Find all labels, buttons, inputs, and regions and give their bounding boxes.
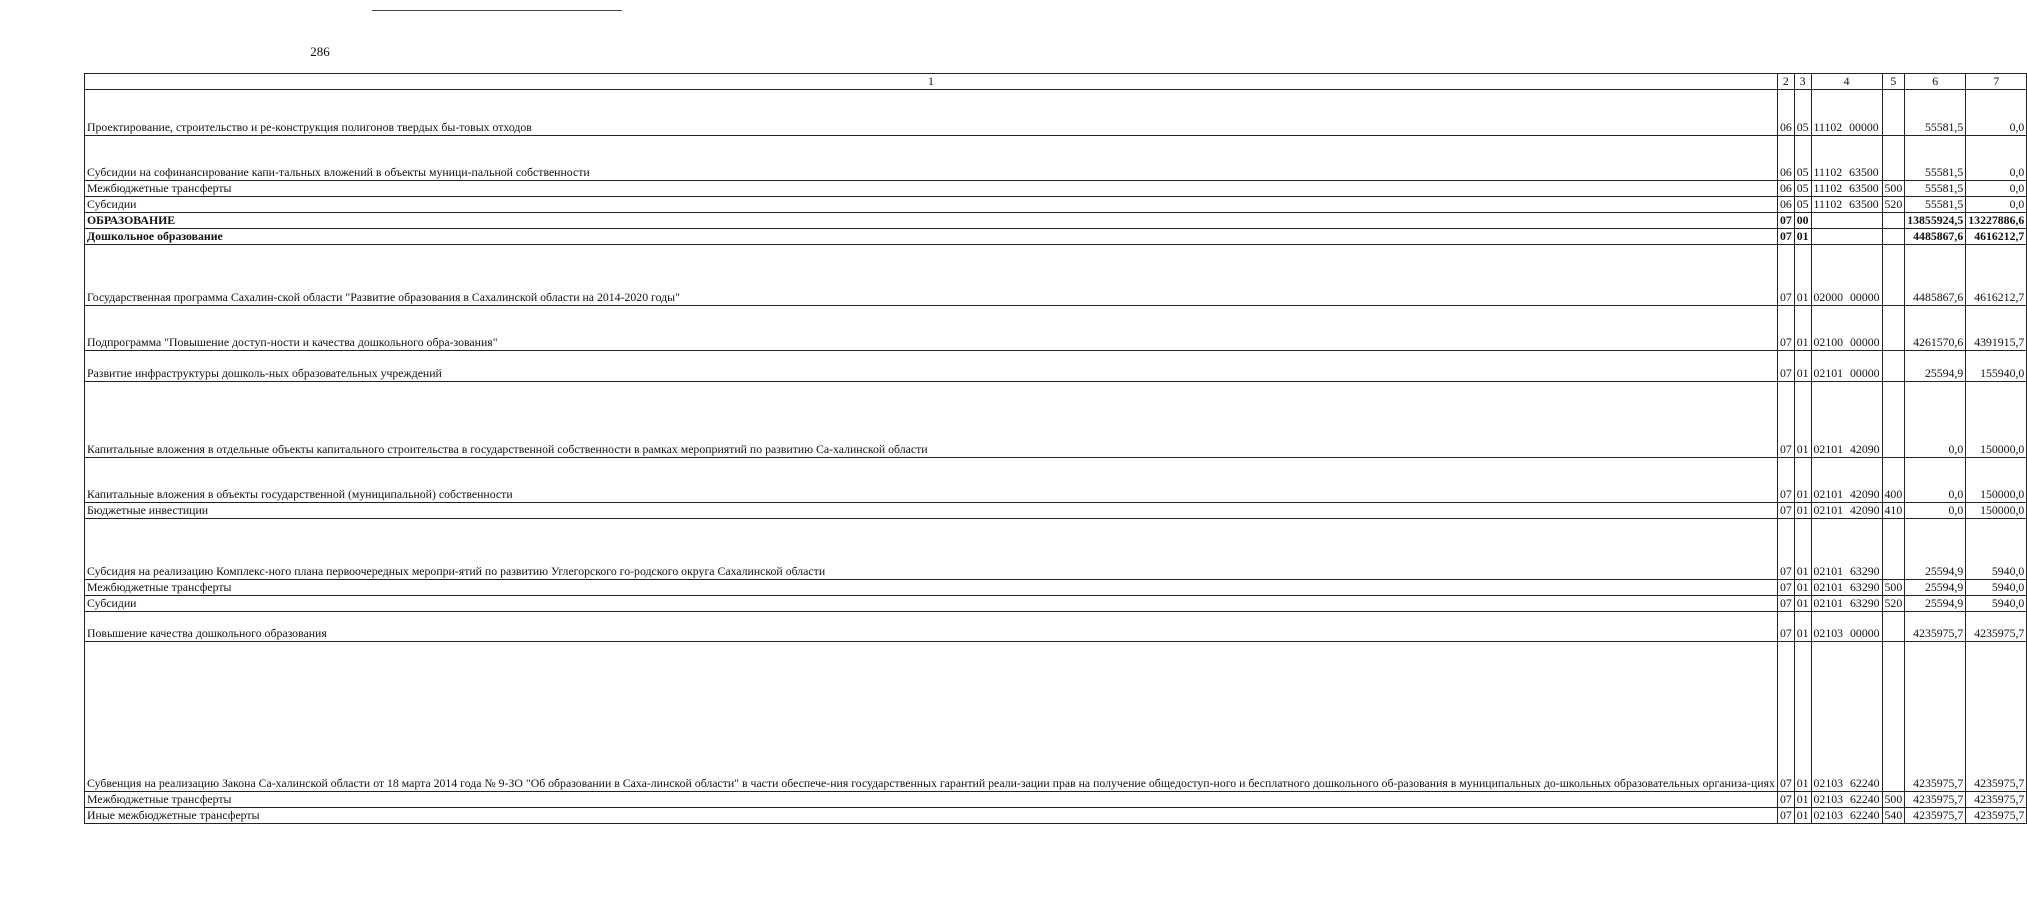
table-row — [85, 382, 2027, 458]
direction-code: 00000 — [1850, 289, 1880, 304]
target-article — [1811, 595, 1882, 611]
row-name: Повышение качества дошкольного образования — [85, 611, 1778, 642]
program-code: 02000 — [1813, 289, 1844, 304]
expense-type — [1882, 351, 1905, 382]
direction-code: 42090 — [1850, 503, 1880, 518]
section-code: 07 — [1777, 611, 1794, 642]
row-name: Дошкольное образование — [85, 229, 1778, 245]
subsection-code: 01 — [1794, 305, 1811, 351]
row-name: Капитальные вложения в объекты государственной (муниципальной) собственности — [85, 457, 1778, 503]
budget-table — [84, 73, 2027, 824]
amount-col7: 5940,0 — [1966, 519, 2027, 580]
amount-col7: 150000,0 — [1966, 503, 2027, 519]
table-row — [85, 792, 2027, 808]
target-article — [1811, 519, 1882, 580]
subsection-code: 00 — [1794, 213, 1811, 229]
direction-code: 63500 — [1849, 181, 1879, 196]
row-name: Субсидии — [85, 197, 1778, 213]
target-article — [1811, 213, 1882, 229]
direction-code: 63290 — [1850, 595, 1880, 610]
table-row — [85, 181, 2027, 197]
row-name: Субсидии на софинансирование капи-тальных вложений в объекты муници-пальной собственности — [85, 135, 1778, 181]
row-name: ОБРАЗОВАНИЕ — [85, 213, 1778, 229]
target-article — [1811, 351, 1882, 382]
direction-code: 62240 — [1850, 776, 1880, 791]
subsection-code: 01 — [1794, 579, 1811, 595]
amount-col7: 0,0 — [1966, 181, 2027, 197]
target-article — [1811, 90, 1882, 136]
amount-col6: 55581,5 — [1905, 90, 1966, 136]
header-row — [85, 74, 2027, 90]
subsection-code: 05 — [1794, 135, 1811, 181]
amount-col6: 4261570,6 — [1905, 305, 1966, 351]
program-code: 02101 — [1813, 503, 1844, 518]
amount-col6: 55581,5 — [1905, 181, 1966, 197]
amount-col7: 0,0 — [1966, 135, 2027, 181]
section-code: 07 — [1777, 808, 1794, 824]
subsection-code: 01 — [1794, 229, 1811, 245]
table-row — [85, 135, 2027, 181]
column-header: 1 — [85, 74, 1778, 90]
row-name: Межбюджетные трансферты — [85, 181, 1778, 197]
section-code: 07 — [1777, 351, 1794, 382]
program-code: 02101 — [1813, 441, 1844, 456]
target-article — [1811, 181, 1882, 197]
direction-code: 63500 — [1849, 165, 1879, 180]
section-code: 07 — [1777, 642, 1794, 792]
subsection-code: 01 — [1794, 808, 1811, 824]
section-code: 07 — [1777, 382, 1794, 458]
program-code: 11102 — [1813, 197, 1843, 212]
expense-type — [1882, 642, 1905, 792]
expense-type — [1882, 382, 1905, 458]
subsection-code: 01 — [1794, 595, 1811, 611]
direction-code: 42090 — [1850, 487, 1880, 502]
direction-code: 63290 — [1850, 579, 1880, 594]
target-article — [1811, 305, 1882, 351]
subsection-code: 01 — [1794, 503, 1811, 519]
row-name: Субвенция на реализацию Закона Са-халинской области от 18 марта 2014 года № 9-ЗО "Об образовании в Саха-линской области" в части обеспече-ния государственных гарантий реали-зации прав на получение общедоступ-ного и бесплатного дошкольного об-разования в муниципальных до-школьных образовательных организа-циях — [85, 642, 1778, 792]
row-name: Развитие инфраструктуры дошколь-ных образовательных учреждений — [85, 351, 1778, 382]
direction-code: 00000 — [1850, 366, 1880, 381]
expense-type — [1882, 90, 1905, 136]
target-article — [1811, 197, 1882, 213]
section-code: 06 — [1777, 135, 1794, 181]
amount-col7: 155940,0 — [1966, 351, 2027, 382]
table-row — [85, 305, 2027, 351]
direction-code: 00000 — [1850, 626, 1880, 641]
program-code: 11102 — [1813, 181, 1843, 196]
page-number: 286 — [310, 44, 330, 59]
row-name: Субсидия на реализацию Комплекс-ного плана первоочередных меропри-ятий по развитию Углегорского го-родского округа Сахалинской области — [85, 519, 1778, 580]
program-code: 02103 — [1813, 626, 1844, 641]
column-header: 2 — [1777, 74, 1794, 90]
table-row — [85, 519, 2027, 580]
section-code: 06 — [1777, 181, 1794, 197]
direction-code: 62240 — [1850, 792, 1880, 807]
program-code: 02103 — [1813, 792, 1844, 807]
direction-code: 62240 — [1850, 808, 1880, 823]
expense-type — [1882, 135, 1905, 181]
table-row — [85, 611, 2027, 642]
section-code: 07 — [1777, 213, 1794, 229]
amount-col6: 4235975,7 — [1905, 642, 1966, 792]
expense-type: 500 — [1882, 181, 1905, 197]
subsection-code: 01 — [1794, 792, 1811, 808]
section-code: 07 — [1777, 229, 1794, 245]
section-code: 07 — [1777, 305, 1794, 351]
section-code: 07 — [1777, 792, 1794, 808]
row-name: Иные межбюджетные трансферты — [85, 808, 1778, 824]
program-code: 02101 — [1813, 579, 1844, 594]
target-article — [1811, 808, 1882, 824]
direction-code: 00000 — [1849, 119, 1879, 134]
subsection-code: 01 — [1794, 457, 1811, 503]
amount-col7: 5940,0 — [1966, 595, 2027, 611]
amount-col7: 150000,0 — [1966, 457, 2027, 503]
amount-col6: 25594,9 — [1905, 595, 1966, 611]
amount-col7: 5940,0 — [1966, 579, 2027, 595]
amount-col6: 0,0 — [1905, 503, 1966, 519]
expense-type — [1882, 229, 1905, 245]
row-name: Субсидии — [85, 595, 1778, 611]
subsection-code: 05 — [1794, 90, 1811, 136]
table-row — [85, 90, 2027, 136]
expense-type — [1882, 245, 1905, 306]
expense-type — [1882, 213, 1905, 229]
amount-col7: 4616212,7 — [1966, 245, 2027, 306]
program-code: 02101 — [1813, 595, 1844, 610]
amount-col7: 0,0 — [1966, 90, 2027, 136]
section-code: 07 — [1777, 519, 1794, 580]
table-row — [85, 245, 2027, 306]
program-code: 02101 — [1813, 366, 1844, 381]
table-row — [85, 595, 2027, 611]
table-row — [85, 457, 2027, 503]
program-code: 02103 — [1813, 776, 1844, 791]
program-code: 11102 — [1813, 119, 1843, 134]
program-code: 02100 — [1813, 335, 1844, 350]
target-article — [1811, 229, 1882, 245]
target-article — [1811, 611, 1882, 642]
section-code: 06 — [1777, 90, 1794, 136]
amount-col6: 55581,5 — [1905, 135, 1966, 181]
expense-type — [1882, 611, 1905, 642]
row-name: Капитальные вложения в отдельные объекты капитального строительства в государственной собственности в рамках мероприятий по развитию Са-халинской области — [85, 382, 1778, 458]
amount-col6: 4485867,6 — [1905, 229, 1966, 245]
amount-col6: 0,0 — [1905, 457, 1966, 503]
expense-type: 520 — [1882, 595, 1905, 611]
target-article — [1811, 135, 1882, 181]
amount-col7: 4235975,7 — [1966, 611, 2027, 642]
table-row — [85, 213, 2027, 229]
direction-code: 63290 — [1850, 563, 1880, 578]
subsection-code: 01 — [1794, 519, 1811, 580]
amount-col6: 55581,5 — [1905, 197, 1966, 213]
section-code: 07 — [1777, 245, 1794, 306]
section-code: 06 — [1777, 197, 1794, 213]
expense-type: 410 — [1882, 503, 1905, 519]
expense-type: 500 — [1882, 792, 1905, 808]
program-code: 02101 — [1813, 487, 1844, 502]
row-name: Межбюджетные трансферты — [85, 579, 1778, 595]
section-code: 07 — [1777, 595, 1794, 611]
expense-type: 520 — [1882, 197, 1905, 213]
target-article — [1811, 792, 1882, 808]
row-name: Проектирование, строительство и ре-конструкция полигонов твердых бы-товых отходов — [85, 90, 1778, 136]
table-row — [85, 197, 2027, 213]
amount-col6: 4235975,7 — [1905, 611, 1966, 642]
amount-col7: 4235975,7 — [1966, 642, 2027, 792]
subsection-code: 05 — [1794, 197, 1811, 213]
table-row — [85, 808, 2027, 824]
amount-col6: 25594,9 — [1905, 579, 1966, 595]
column-header: 6 — [1905, 74, 1966, 90]
row-name: Государственная программа Сахалин-ской области "Развитие образования в Сахалинской области на 2014-2020 годы" — [85, 245, 1778, 306]
table-row — [85, 503, 2027, 519]
row-name: Подпрограмма "Повышение доступ-ности и качества дошкольного обра-зования" — [85, 305, 1778, 351]
amount-col6: 4485867,6 — [1905, 245, 1966, 306]
amount-col7: 4235975,7 — [1966, 792, 2027, 808]
amount-col6: 4235975,7 — [1905, 792, 1966, 808]
amount-col6: 25594,9 — [1905, 519, 1966, 580]
target-article — [1811, 579, 1882, 595]
subsection-code: 01 — [1794, 351, 1811, 382]
column-header: 4 — [1811, 74, 1882, 90]
table-row — [85, 642, 2027, 792]
table-row — [85, 229, 2027, 245]
amount-col6: 25594,9 — [1905, 351, 1966, 382]
subsection-code: 01 — [1794, 382, 1811, 458]
expense-type: 500 — [1882, 579, 1905, 595]
direction-code: 00000 — [1850, 335, 1880, 350]
target-article — [1811, 503, 1882, 519]
target-article — [1811, 245, 1882, 306]
amount-col7: 150000,0 — [1966, 382, 2027, 458]
row-name: Бюджетные инвестиции — [85, 503, 1778, 519]
subsection-code: 01 — [1794, 642, 1811, 792]
expense-type — [1882, 305, 1905, 351]
section-code: 07 — [1777, 503, 1794, 519]
amount-col7: 4616212,7 — [1966, 229, 2027, 245]
subsection-code: 01 — [1794, 611, 1811, 642]
expense-type: 400 — [1882, 457, 1905, 503]
amount-col6: 0,0 — [1905, 382, 1966, 458]
target-article — [1811, 382, 1882, 458]
amount-col7: 0,0 — [1966, 197, 2027, 213]
target-article — [1811, 457, 1882, 503]
table-row — [85, 351, 2027, 382]
program-code: 11102 — [1813, 165, 1843, 180]
amount-col6: 13855924,5 — [1905, 213, 1966, 229]
direction-code: 42090 — [1850, 441, 1880, 456]
section-code: 07 — [1777, 579, 1794, 595]
program-code: 02101 — [1813, 563, 1844, 578]
column-header: 7 — [1966, 74, 2027, 90]
column-header: 3 — [1794, 74, 1811, 90]
direction-code: 63500 — [1849, 197, 1879, 212]
amount-col7: 4235975,7 — [1966, 808, 2027, 824]
target-article — [1811, 642, 1882, 792]
amount-col6: 4235975,7 — [1905, 808, 1966, 824]
amount-col7: 4391915,7 — [1966, 305, 2027, 351]
top-rule — [372, 10, 622, 11]
column-header: 5 — [1882, 74, 1905, 90]
program-code: 02103 — [1813, 808, 1844, 823]
subsection-code: 01 — [1794, 245, 1811, 306]
expense-type — [1882, 519, 1905, 580]
amount-col7: 13227886,6 — [1966, 213, 2027, 229]
row-name: Межбюджетные трансферты — [85, 792, 1778, 808]
subsection-code: 05 — [1794, 181, 1811, 197]
table-row — [85, 579, 2027, 595]
section-code: 07 — [1777, 457, 1794, 503]
expense-type: 540 — [1882, 808, 1905, 824]
